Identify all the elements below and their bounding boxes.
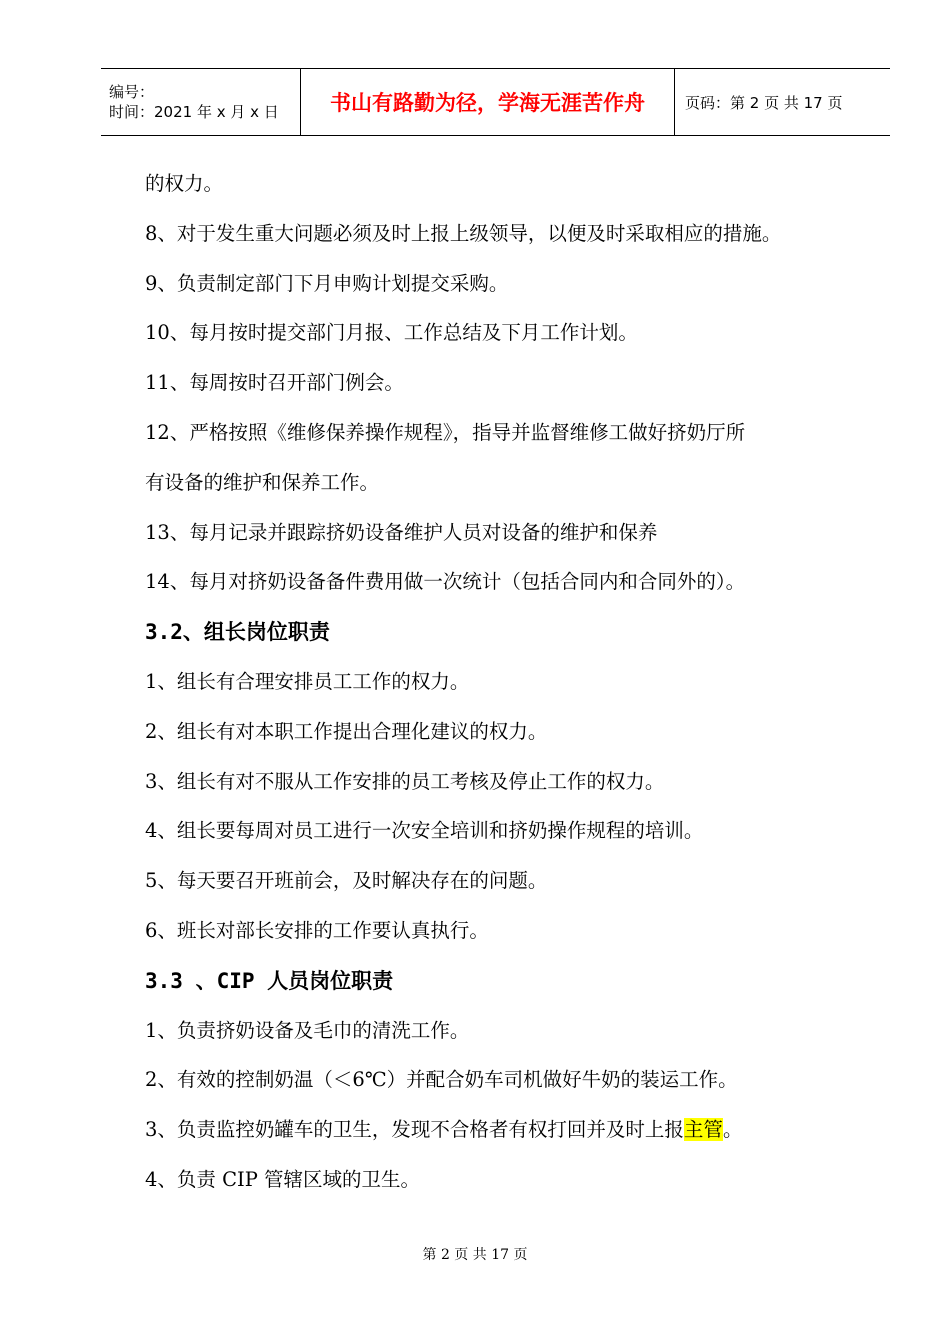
section-heading: 3.2、组长岗位职责 — [145, 620, 330, 645]
paragraph-line: 有设备的维护和保养工作。 — [145, 470, 380, 494]
number-label: 编号： — [109, 83, 155, 101]
paragraph-line: 6、班长对部长安排的工作要认真执行。 — [145, 918, 489, 942]
paragraph-line: 8、对于发生重大问题必须及时上报上级领导，以便及时采取相应的措施。 — [145, 221, 782, 245]
document-body — [145, 166, 875, 1212]
page-footer: 第 2 页 共 17 页 — [422, 1247, 528, 1263]
paragraph-line: 13、每月记录并跟踪挤奶设备维护人员对设备的维护和保养 — [145, 520, 658, 544]
header-page-info: 页码：第 2 页 共 17 页 — [685, 93, 843, 112]
header-meta — [101, 69, 301, 135]
header-motto: 书山有路勤为径，学海无涯苦作舟 — [301, 69, 675, 135]
paragraph-line: 9、负责制定部门下月申购计划提交采购。 — [145, 271, 509, 295]
paragraph-line: 4、负责 CIP 管辖区域的卫生。 — [145, 1167, 421, 1191]
line-text: 3、负责监控奶罐车的卫生，发现不合格者有权打回并及时上报 — [145, 1118, 684, 1142]
paragraph-line: 1、组长有合理安排员工工作的权力。 — [145, 669, 470, 693]
highlighted-text: 主管 — [683, 1118, 723, 1142]
paragraph-line: 的权力。 — [145, 172, 224, 195]
paragraph-line: 11、每周按时召开部门例会。 — [145, 371, 404, 395]
paragraph-line: 4、组长要每周对员工进行一次安全培训和挤奶操作规程的培训。 — [145, 819, 704, 843]
paragraph-line: 14、每月对挤奶设备备件费用做一次统计（包括合同内和合同外的）。 — [145, 570, 746, 594]
page-header — [101, 68, 890, 136]
paragraph-line: 12、严格按照《维修保养操作规程》，指导并监督维修工做好挤奶厅所 — [145, 420, 746, 444]
paragraph-line: 5、每天要召开班前会，及时解决存在的问题。 — [145, 869, 548, 893]
line-text: 。 — [722, 1118, 743, 1142]
paragraph-line: 1、负责挤奶设备及毛巾的清洗工作。 — [145, 1018, 470, 1042]
paragraph-line — [145, 1112, 875, 1162]
section-heading: 3.3 、CIP 人员岗位职责 — [145, 968, 394, 993]
paragraph-line: 2、组长有对本职工作提出合理化建议的权力。 — [145, 719, 548, 743]
paragraph-line: 2、有效的控制奶温（＜6℃）并配合奶车司机做好牛奶的装运工作。 — [145, 1068, 738, 1092]
time-label: 时间：2021 年 x 月 x 日 — [109, 103, 279, 121]
paragraph-line: 3、组长有对不服从工作安排的员工考核及停止工作的权力。 — [145, 769, 665, 793]
paragraph-line: 10、每月按时提交部门月报、工作总结及下月工作计划。 — [145, 321, 638, 345]
